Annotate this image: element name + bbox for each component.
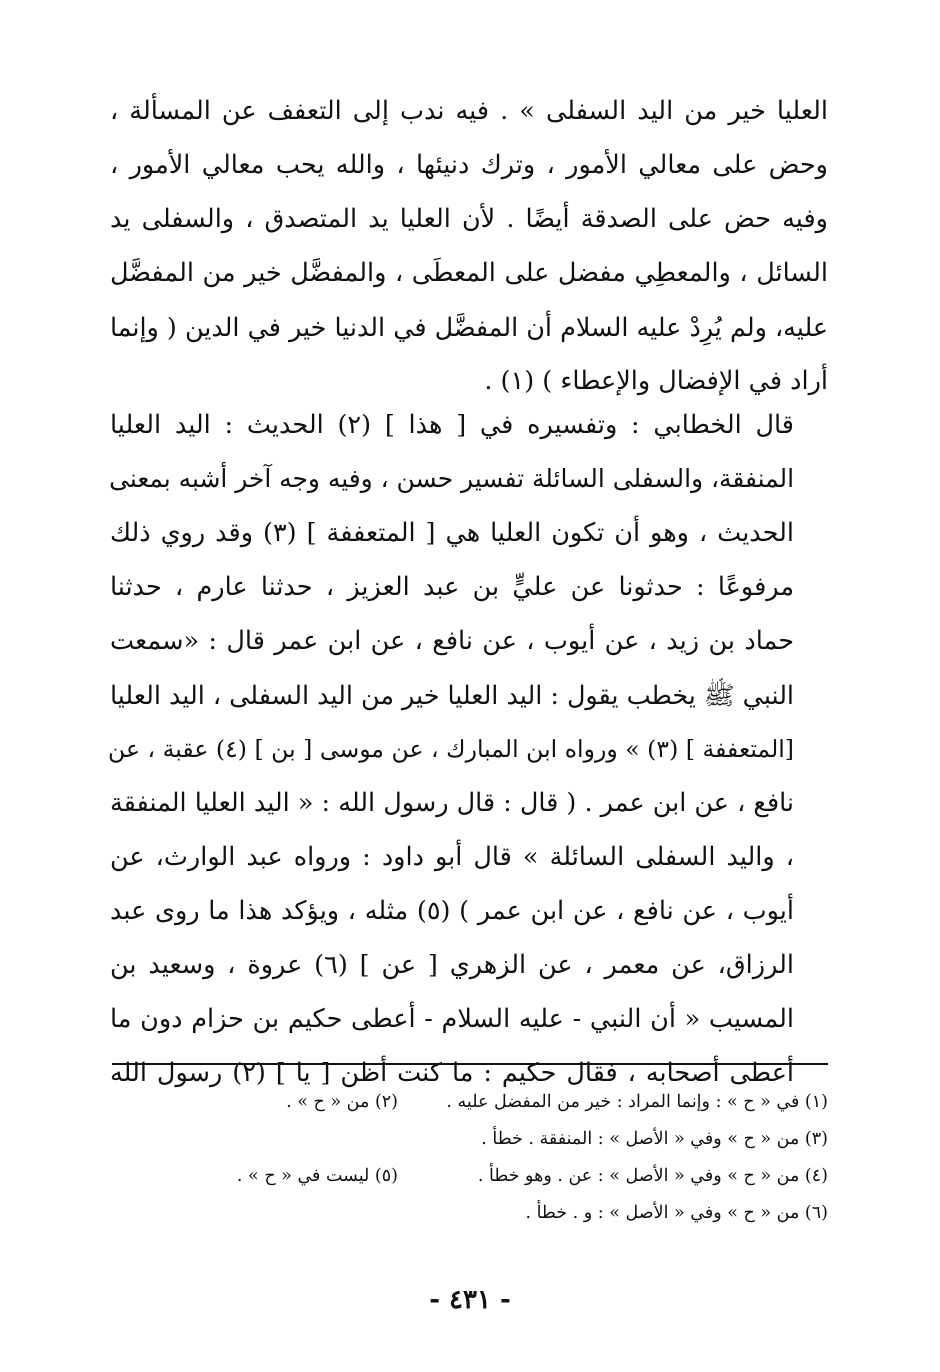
text-line: الرزاق، عن معمر ، عن الزهري [ عن ] (٦) عروة ، وسعيد بن xyxy=(110,950,795,980)
text-line: مرفوعًا : حدثونا عن عليٍّ بن عبد العزيز ، حدثنا عارم ، حدثنا xyxy=(110,572,794,602)
text-line: ، واليد السفلى السائلة » قال أبو داود : ورواه عبد الوارث، عن xyxy=(110,842,794,872)
footnote-row xyxy=(110,1158,828,1195)
footnote-separator xyxy=(112,1063,828,1065)
footnote: (٥) ليست في « ح » . xyxy=(236,1166,398,1186)
text-line: المنفقة، والسفلى السائلة تفسير حسن ، وفيه وجه آخر أشبه بمعنى xyxy=(109,464,794,493)
text-line: قال الخطابي : وتفسيره في [ هذا ] (٢) الحديث : اليد العليا xyxy=(110,410,794,440)
footnote-row xyxy=(110,1121,828,1158)
paragraph-1 xyxy=(110,84,828,408)
text-line: أعطى أصحابه ، فقال حكيم : ما كنت أظن [ يا ] (٢) رسول الله xyxy=(110,1058,794,1088)
footnote: (٤) من « ح » وفي « الأصل » : عن . وهو خطأ . xyxy=(477,1166,828,1186)
footnote-row xyxy=(110,1084,828,1121)
page-number: - ٤٣١ - xyxy=(429,1285,511,1315)
footnotes xyxy=(110,1084,828,1232)
text-line: السائل ، والمعطِي مفضل على المعطَى ، والمفضَّل خير من المفضَّل xyxy=(110,258,828,288)
paragraph-2 xyxy=(110,398,828,1100)
footnote: (١) في « ح » : وإنما المراد : خير من المفضل عليه . xyxy=(446,1092,828,1112)
text-line: وفيه حض على الصدقة أيضًا . لأن العليا يد المتصدق ، والسفلى يد xyxy=(110,204,828,234)
text-line: وحض على معالي الأمور ، وترك دنيئها ، والله يحب معالي الأمور ، xyxy=(110,150,828,180)
text-line: أراد في الإفضال والإعطاء ) (١) . xyxy=(484,366,828,396)
text-line: حماد بن زيد ، عن أيوب ، عن نافع ، عن ابن عمر قال : «سمعت xyxy=(110,626,794,656)
text-line: المسيب « أن النبي - عليه السلام - أعطى حكيم بن حزام دون ما xyxy=(110,1004,794,1034)
text-line: أيوب ، عن نافع ، عن ابن عمر ) (٥) مثله ، ويؤكد هذا ما روى عبد xyxy=(110,896,794,926)
text-line: عليه، ولم يُرِدْ عليه السلام أن المفضَّل في الدنيا خير في الدين ( وإنما xyxy=(110,312,828,342)
text-line: العليا خير من اليد السفلى » . فيه ندب إلى التعفف عن المسألة ، xyxy=(110,96,828,126)
footnote-row xyxy=(110,1195,828,1232)
footnote: (٣) من « ح » وفي « الأصل » : المنفقة . خطأ . xyxy=(481,1129,828,1149)
text-line: [المتعففة ] (٣) » ورواه ابن المبارك ، عن موسى [ بن ] (٤) عقبة ، عن xyxy=(108,735,794,763)
footnote: (٦) من « ح » وفي « الأصل » : و . خطأ . xyxy=(525,1203,828,1223)
text-line: النبي ﷺ يخطب يقول : اليد العليا خير من اليد السفلى ، اليد العليا xyxy=(110,680,794,710)
footnote: (٢) من « ح » . xyxy=(286,1092,398,1112)
text-line: الحديث ، وهو أن تكون العليا هي [ المتعففة ] (٣) وقد روي ذلك xyxy=(110,518,794,548)
text-line: نافع ، عن ابن عمر . ( قال : قال رسول الله : « اليد العليا المنفقة xyxy=(110,788,794,818)
